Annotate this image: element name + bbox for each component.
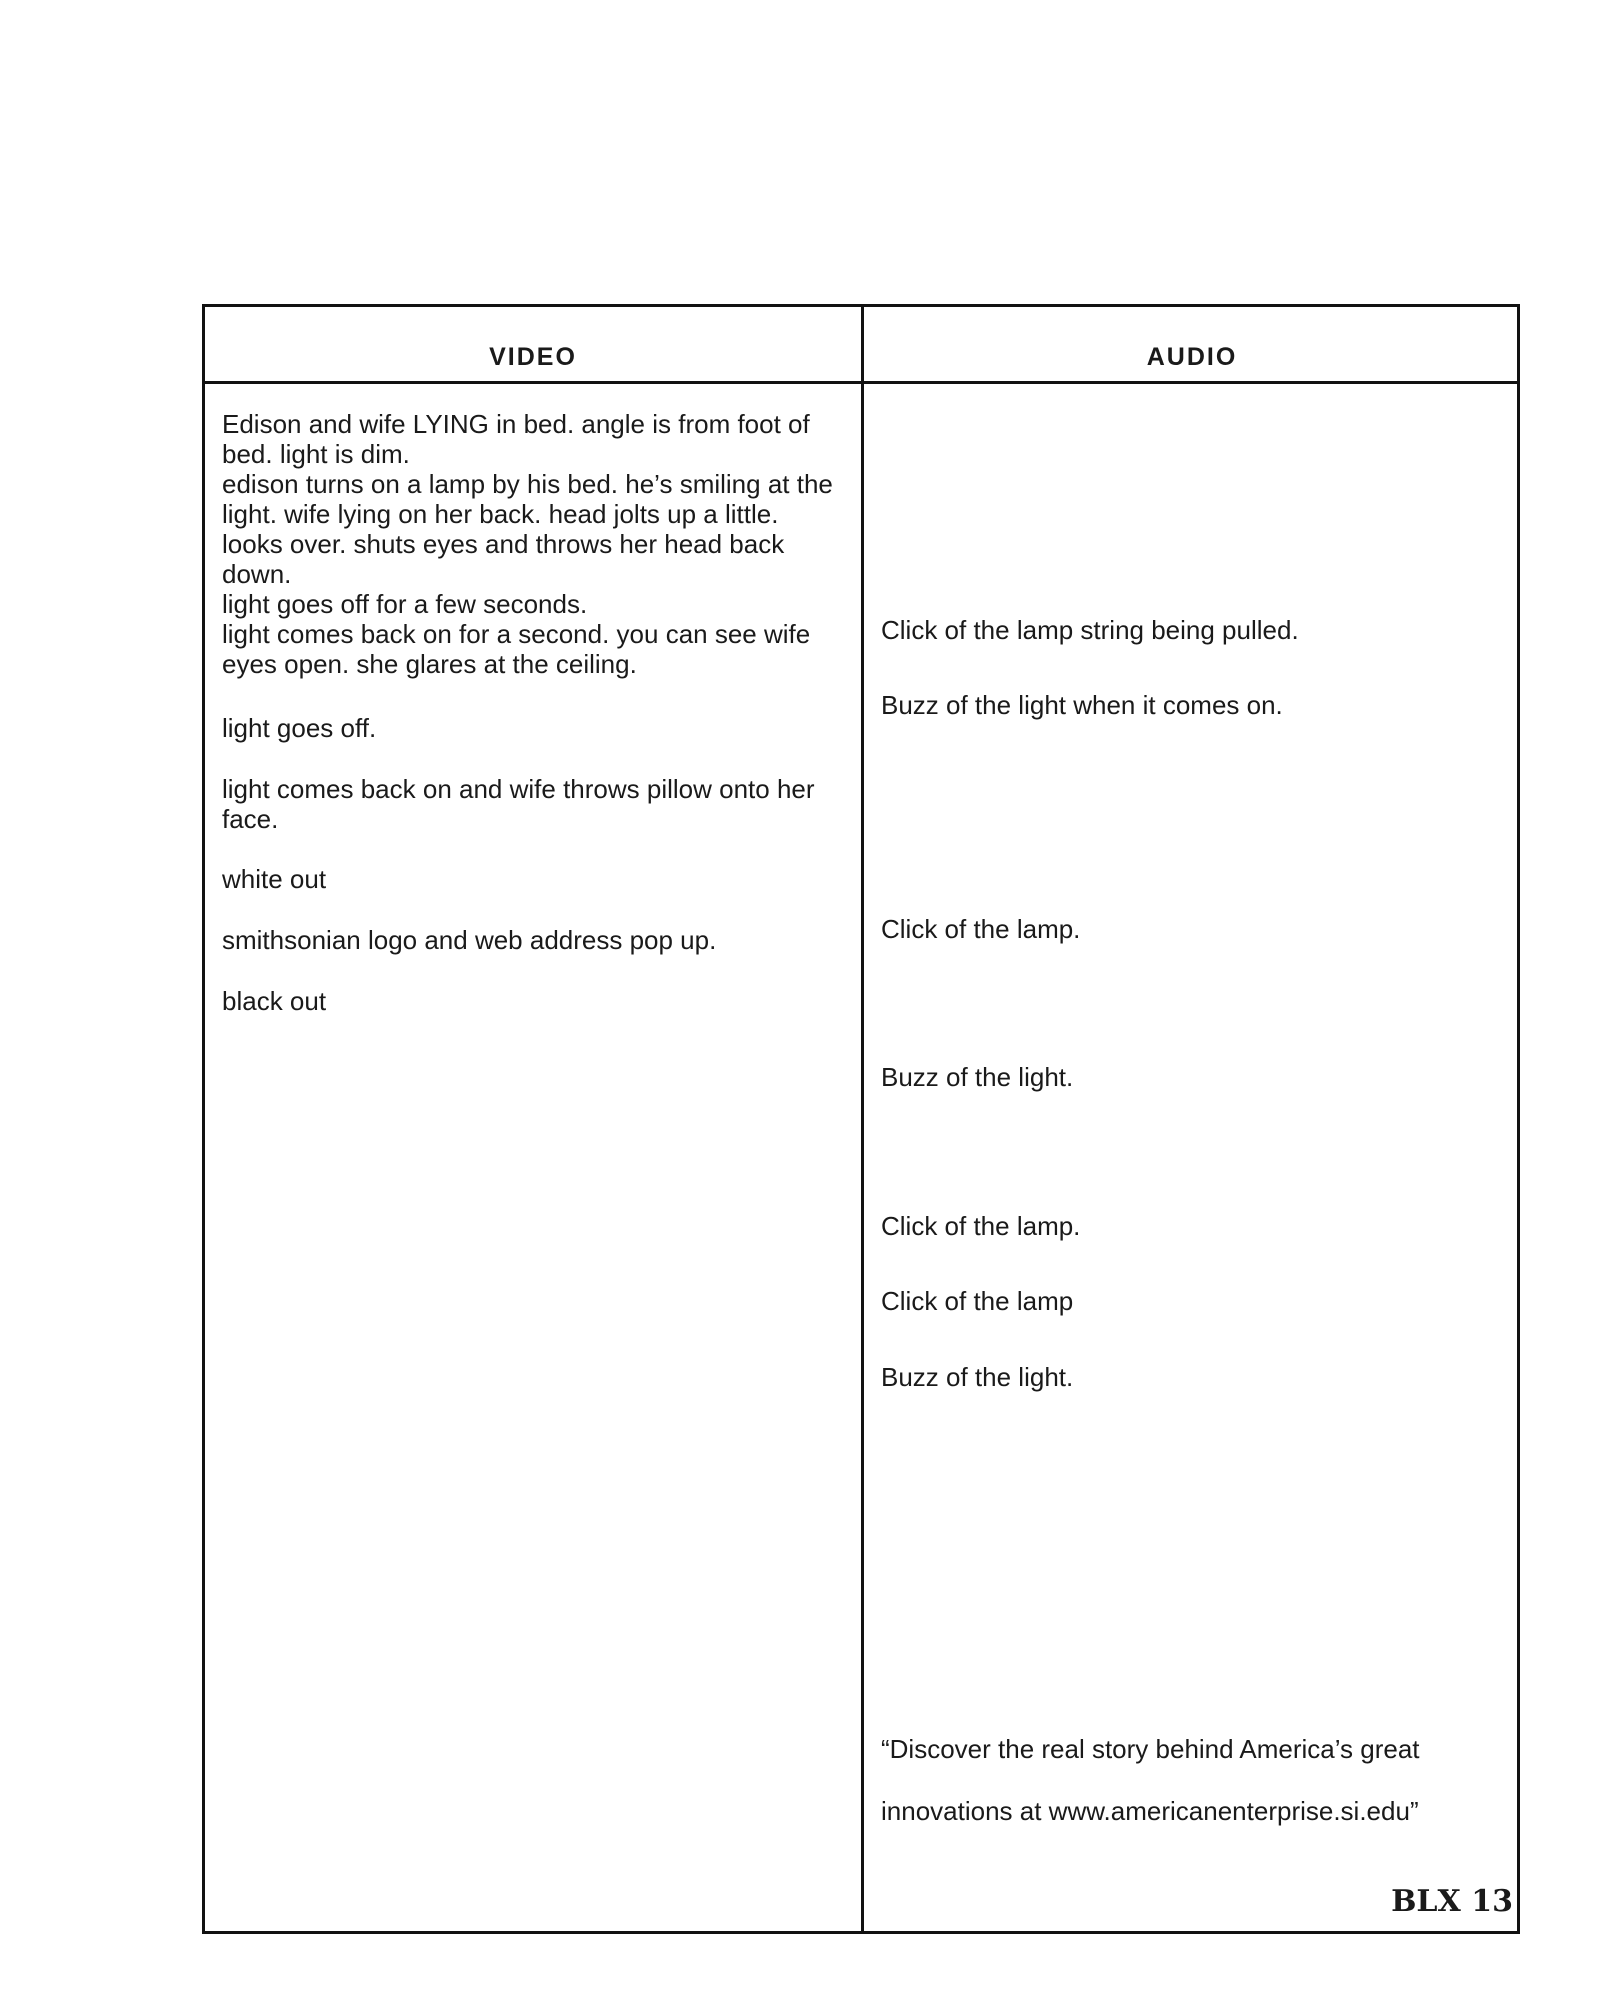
av-script-table	[202, 304, 1520, 1934]
video-cue-3: light comes back on and wife throws pillow onto her face.	[222, 774, 815, 834]
header-divider	[205, 381, 1517, 384]
video-cue-line: edison turns on a lamp by his bed. he’s smiling at the light. wife lying on her back. head jolts up a little. looks over. shuts eyes and throws her head back down.	[222, 469, 833, 589]
video-cue-4: white out	[222, 864, 327, 894]
audio-cue-4: Buzz of the light.	[881, 1062, 1074, 1092]
video-cue-1	[222, 409, 842, 679]
video-column-header: VIDEO	[489, 343, 577, 371]
video-cue-line: Edison and wife LYING in bed. angle is from foot of bed. light is dim.	[222, 409, 810, 469]
audio-cue-1: Click of the lamp string being pulled.	[881, 615, 1299, 645]
video-cue-line: light comes back on for a second. you can see wife eyes open. she glares at the ceiling.	[222, 619, 811, 679]
video-cue-5: smithsonian logo and web address pop up.	[222, 925, 717, 955]
video-cue-line: light goes off for a few seconds.	[222, 589, 588, 619]
video-cue-6: black out	[222, 986, 327, 1016]
audio-cue-6: Click of the lamp	[881, 1286, 1074, 1316]
audio-column-header: AUDIO	[1146, 343, 1238, 371]
voiceover-quote-line-2: innovations at www.americanenterprise.si.edu”	[881, 1796, 1419, 1826]
audio-cue-7: Buzz of the light.	[881, 1362, 1074, 1392]
voiceover-quote-line-1: “Discover the real story behind America’s great	[881, 1734, 1420, 1764]
column-divider	[861, 307, 864, 1931]
audio-cue-3: Click of the lamp.	[881, 914, 1081, 944]
audio-cue-2: Buzz of the light when it comes on.	[881, 690, 1283, 720]
page-label: BLX 13	[1391, 1884, 1513, 1919]
video-cue-2: light goes off.	[222, 713, 377, 743]
audio-cue-5: Click of the lamp.	[881, 1211, 1081, 1241]
